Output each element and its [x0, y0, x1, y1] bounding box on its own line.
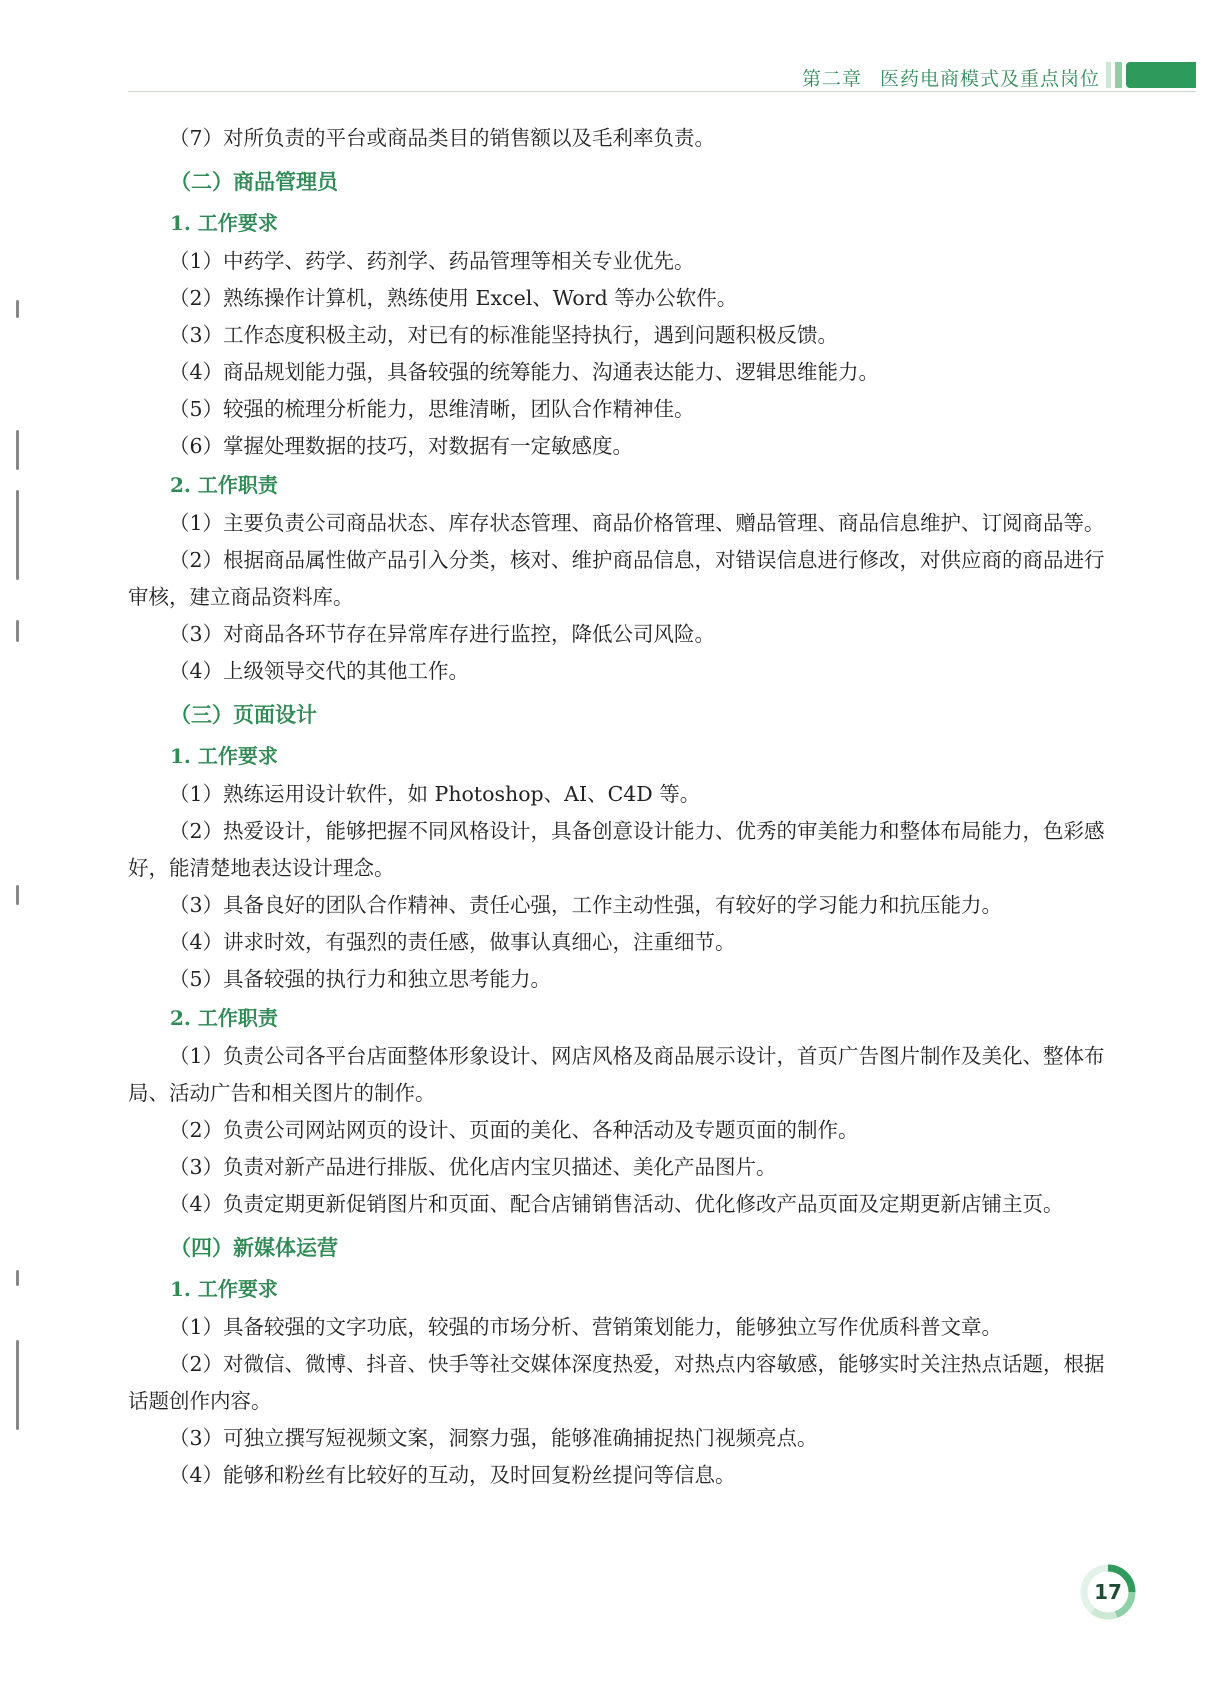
scan-edge-mark — [16, 300, 19, 318]
paragraph: （3）工作态度积极主动，对已有的标准能坚持执行，遇到问题积极反馈。 — [169, 323, 839, 347]
section-heading: （二）商品管理员 — [170, 169, 338, 194]
paragraph: （5）较强的梳理分析能力，思维清晰，团队合作精神佳。 — [169, 397, 695, 421]
paragraph: （1）具备较强的文字功底，较强的市场分析、营销策划能力，能够独立写作优质科普文章。 — [169, 1315, 1003, 1339]
paragraph: （2）负责公司网站网页的设计、页面的美化、各种活动及专题页面的制作。 — [169, 1118, 859, 1142]
paragraph: （4）讲求时效，有强烈的责任感，做事认真细心，注重细节。 — [169, 930, 736, 954]
paragraph: （4）商品规划能力强，具备较强的统筹能力、沟通表达能力、逻辑思维能力。 — [169, 360, 880, 384]
paragraph: （4）上级领导交代的其他工作。 — [169, 659, 470, 683]
scan-edge-mark — [16, 490, 19, 580]
page-header — [0, 0, 1218, 92]
paragraph: （1）熟练运用设计软件，如 Photoshop、AI、C4D 等。 — [169, 782, 701, 806]
running-header — [802, 64, 1100, 91]
subsection-heading: 1. 工作要求 — [170, 744, 278, 768]
page-body — [128, 120, 1113, 1494]
chapter-label: 第二章 — [801, 68, 862, 90]
paragraph: （1）中药学、药学、药剂学、药品管理等相关专业优先。 — [169, 249, 695, 273]
subsection-heading: 1. 工作要求 — [170, 1277, 278, 1301]
paragraph: （5）具备较强的执行力和独立思考能力。 — [169, 967, 552, 991]
paragraph: （3）对商品各环节存在异常库存进行监控，降低公司风险。 — [169, 622, 716, 646]
header-decoration — [1106, 62, 1196, 88]
subsection-heading: 2. 工作职责 — [170, 1006, 278, 1030]
chapter-title: 医药电商模式及重点岗位 — [879, 68, 1100, 90]
scan-edge-mark — [16, 620, 19, 642]
paragraph: （1）负责公司各平台店面整体形象设计、网店风格及商品展示设计，首页广告图片制作及美化、整体布局、活动广告和相关图片的制作。 — [128, 1044, 1105, 1105]
paragraph: （4）能够和粉丝有比较好的互动，及时回复粉丝提问等信息。 — [169, 1463, 736, 1487]
page-number: 17 — [1094, 1580, 1122, 1604]
scan-edge-mark — [16, 1340, 19, 1430]
paragraph: （3）具备良好的团队合作精神、责任心强，工作主动性强，有较好的学习能力和抗压能力。 — [169, 893, 1003, 917]
paragraph: （6）掌握处理数据的技巧，对数据有一定敏感度。 — [169, 434, 634, 458]
subsection-heading: 1. 工作要求 — [170, 211, 278, 235]
paragraph: （7）对所负责的平台或商品类目的销售额以及毛利率负责。 — [169, 126, 716, 150]
scan-edge-mark — [16, 430, 19, 470]
paragraph: （2）根据商品属性做产品引入分类，核对、维护商品信息，对错误信息进行修改，对供应商的商品进行审核，建立商品资料库。 — [128, 548, 1105, 609]
page-number-badge — [1078, 1562, 1138, 1622]
paragraph: （2）熟练操作计算机，熟练使用 Excel、Word 等办公软件。 — [169, 286, 738, 310]
scan-edge-mark — [16, 1270, 19, 1286]
paragraph: （4）负责定期更新促销图片和页面、配合店铺销售活动、优化修改产品页面及定期更新店铺主页。 — [169, 1192, 1064, 1216]
section-heading: （四）新媒体运营 — [170, 1235, 338, 1260]
paragraph: （2）对微信、微博、抖音、快手等社交媒体深度热爱，对热点内容敏感，能够实时关注热点话题，根据话题创作内容。 — [128, 1352, 1105, 1413]
paragraph: （3）负责对新产品进行排版、优化店内宝贝描述、美化产品图片。 — [169, 1155, 777, 1179]
subsection-heading: 2. 工作职责 — [170, 473, 278, 497]
scan-edge-mark — [16, 885, 19, 905]
paragraph: （2）热爱设计，能够把握不同风格设计，具备创意设计能力、优秀的审美能力和整体布局能力，色彩感好，能清楚地表达设计理念。 — [128, 819, 1105, 880]
header-rule — [128, 91, 1196, 92]
section-heading: （三）页面设计 — [170, 702, 317, 727]
paragraph: （1）主要负责公司商品状态、库存状态管理、商品价格管理、赠品管理、商品信息维护、订阅商品等。 — [169, 511, 1105, 535]
paragraph: （3）可独立撰写短视频文案，洞察力强，能够准确捕捉热门视频亮点。 — [169, 1426, 818, 1450]
